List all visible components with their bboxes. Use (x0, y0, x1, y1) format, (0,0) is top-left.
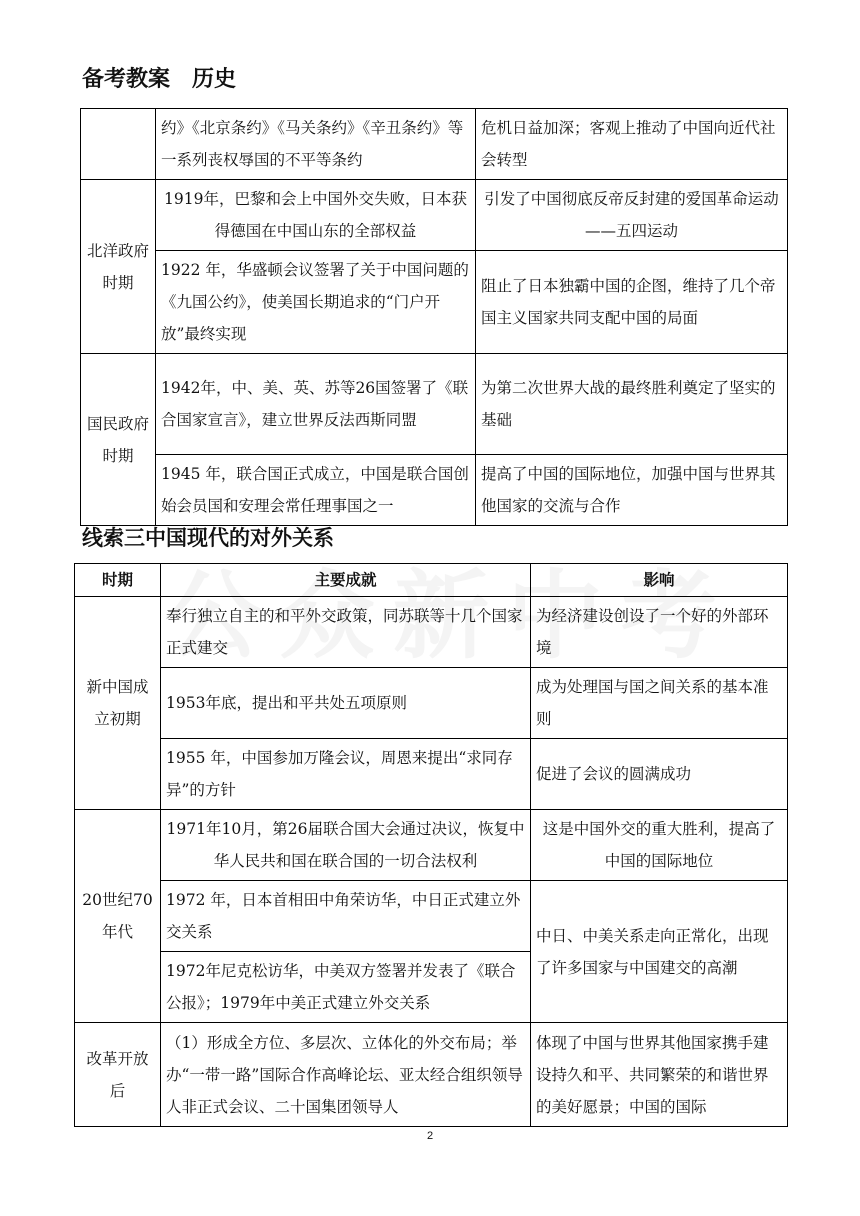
table-row (75, 881, 788, 952)
section-title: 线索三中国现代的对外关系 (82, 526, 334, 550)
achievement-cell: 1953年底，提出和平共处五项原则 (161, 668, 531, 739)
period-cell: 20世纪70年代 (75, 810, 161, 1023)
achievement-cell: 奉行独立自主的和平外交政策，同苏联等十几个国家正式建交 (161, 597, 531, 668)
page-header (82, 62, 236, 93)
achievement-cell: 1971年10月，第26届联合国大会通过决议，恢复中华人民共和国在联合国的一切合法权利 (161, 810, 531, 881)
impact-cell: 促进了会议的圆满成功 (531, 739, 788, 810)
table-row (75, 668, 788, 739)
period-cell: 新中国成立初期 (75, 597, 161, 810)
column-header-period: 时期 (75, 564, 161, 597)
impact-cell: 危机日益加深；客观上推动了中国向近代社会转型 (476, 109, 788, 180)
table-row (81, 109, 788, 180)
table-row (75, 597, 788, 668)
table-row (81, 354, 788, 455)
column-header-achievement: 主要成就 (161, 564, 531, 597)
period-cell: 改革开放后 (75, 1023, 161, 1127)
page-number: 2 (426, 1130, 434, 1142)
achievement-cell: 1945 年，联合国正式成立，中国是联合国创始会员国和安理会常任理事国之一 (156, 455, 476, 526)
period-cell: 北洋政府时期 (81, 180, 156, 354)
foreign-relations-table (74, 563, 788, 1127)
table-row (81, 180, 788, 251)
impact-cell-merged: 中日、中美关系走向正常化，出现了许多国家与中国建交的高潮 (531, 881, 788, 1023)
achievement-cell: 1919年，巴黎和会上中国外交失败，日本获得德国在中国山东的全部权益 (156, 180, 476, 251)
table-row (75, 1023, 788, 1127)
impact-cell: 引发了中国彻底反帝反封建的爱国革命运动——五四运动 (476, 180, 788, 251)
achievement-cell: 1922 年，华盛顿会议签署了关于中国问题的《九国公约》，使美国长期追求的“门户开放”最终实现 (156, 251, 476, 354)
table-continued (80, 108, 788, 526)
table-row (81, 455, 788, 526)
achievement-cell: （1）形成全方位、多层次、立体化的外交布局；举办“一带一路”国际合作高峰论坛、亚太经合组织领导人非正式会议、二十国集团领导人 (161, 1023, 531, 1127)
achievement-cell: 约》《北京条约》《马关条约》《辛丑条约》等一系列丧权辱国的不平等条约 (156, 109, 476, 180)
table-row (81, 251, 788, 354)
column-header-impact: 影响 (531, 564, 788, 597)
impact-cell: 阻止了日本独霸中国的企图，维持了几个帝国主义国家共同支配中国的局面 (476, 251, 788, 354)
header-subject: 历史 (192, 67, 237, 92)
achievement-cell: 1972 年，日本首相田中角荣访华，中日正式建立外交关系 (161, 881, 531, 952)
achievement-cell: 1972年尼克松访华，中美双方签署并发表了《联合公报》；1979年中美正式建立外交关系 (161, 952, 531, 1023)
impact-cell: 成为处理国与国之间关系的基本准则 (531, 668, 788, 739)
impact-cell: 这是中国外交的重大胜利，提高了中国的国际地位 (531, 810, 788, 881)
impact-cell: 体现了中国与世界其他国家携手建设持久和平、共同繁荣的和谐世界的美好愿景；中国的国际 (531, 1023, 788, 1127)
period-cell: 国民政府时期 (81, 354, 156, 526)
table-row (75, 739, 788, 810)
impact-cell: 为经济建设创设了一个好的外部环境 (531, 597, 788, 668)
achievement-cell: 1942年，中、美、英、苏等26国签署了《联合国家宣言》，建立世界反法西斯同盟 (156, 354, 476, 455)
impact-cell: 提高了中国的国际地位，加强中国与世界其他国家的交流与合作 (476, 455, 788, 526)
header-title: 备考教案 (82, 67, 171, 92)
period-cell-empty (81, 109, 156, 180)
table-row (75, 810, 788, 881)
impact-cell: 为第二次世界大战的最终胜利奠定了坚实的基础 (476, 354, 788, 455)
table-header-row (75, 564, 788, 597)
achievement-cell: 1955 年，中国参加万隆会议，周恩来提出“求同存异”的方针 (161, 739, 531, 810)
